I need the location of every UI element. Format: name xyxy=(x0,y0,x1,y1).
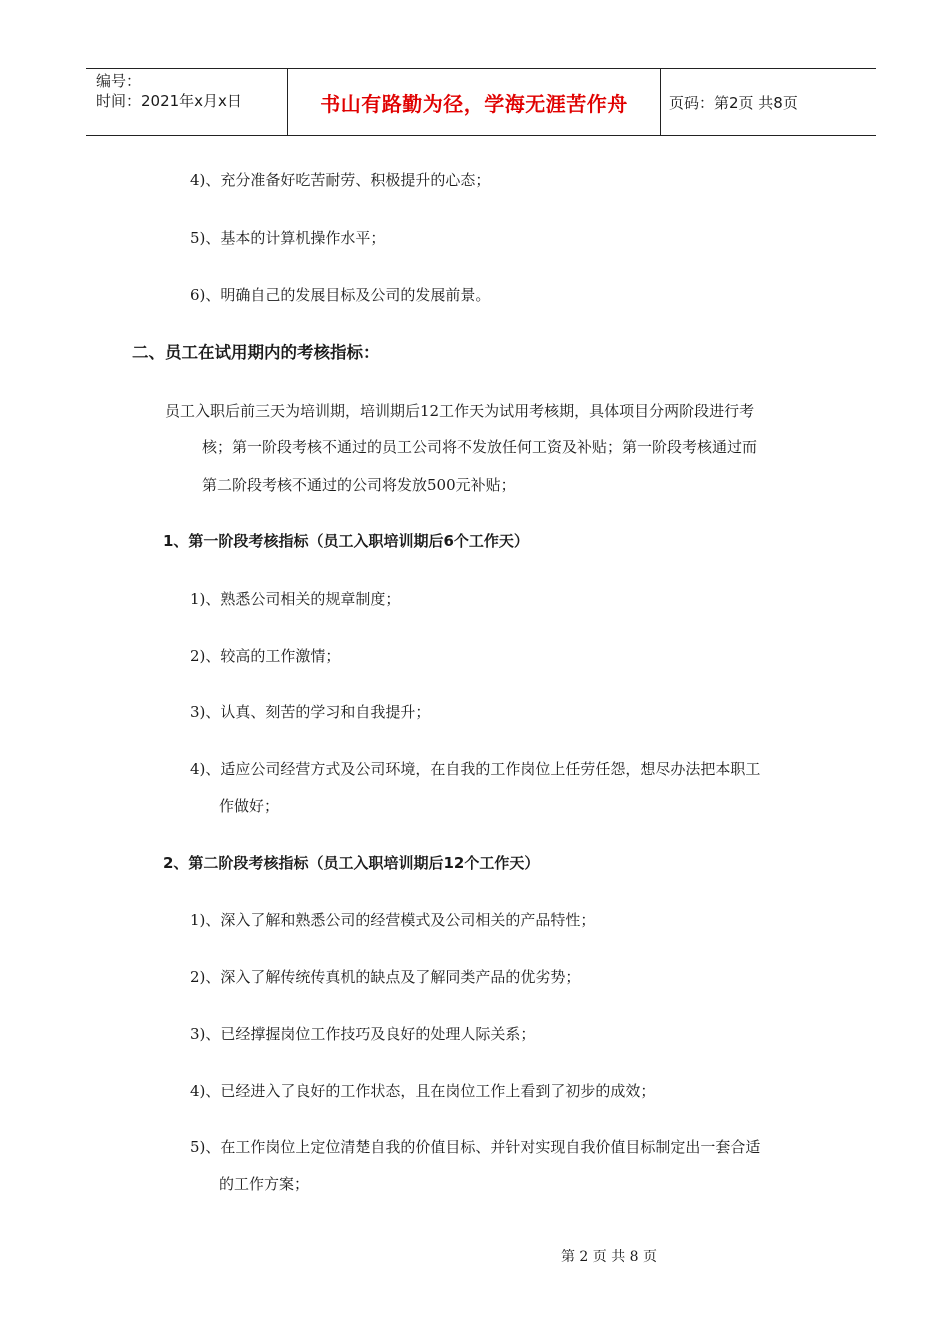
list-item: 5)、在工作岗位上定位清楚自我的价值目标、并针对实现自我价值目标制定出一套合适 xyxy=(190,1138,761,1156)
list-item: 2)、较高的工作激情； xyxy=(190,647,341,665)
list-item: 1)、深入了解和熟悉公司的经营模式及公司相关的产品特性； xyxy=(190,911,596,929)
list-item: 3)、认真、刻苦的学习和自我提升； xyxy=(190,703,431,721)
header-motto: 书山有路勤为径，学海无涯苦作舟 xyxy=(288,69,661,135)
list-item-continuation: 作做好； xyxy=(219,797,280,815)
list-item: 3)、已经撑握岗位工作技巧及良好的处理人际关系； xyxy=(190,1025,536,1043)
list-item-continuation: 的工作方案； xyxy=(219,1175,310,1193)
section-heading: 二、员工在试用期内的考核指标： xyxy=(132,343,380,362)
paragraph-line: 员工入职后前三天为培训期，培训期后12工作天为试用考核期，具体项目分两阶段进行考 xyxy=(165,402,755,420)
header-info xyxy=(86,69,288,135)
list-item: 6)、明确自己的发展目标及公司的发展前景。 xyxy=(190,286,491,304)
list-item: 4)、充分准备好吃苦耐劳、积极提升的心态； xyxy=(190,171,491,189)
subsection-heading: 1、第一阶段考核指标（员工入职培训期后6个工作天） xyxy=(163,532,529,550)
list-item: 1)、熟悉公司相关的规章制度； xyxy=(190,590,401,608)
list-item: 2)、深入了解传统传真机的缺点及了解同类产品的优劣势； xyxy=(190,968,581,986)
list-item: 5)、基本的计算机操作水平； xyxy=(190,229,386,247)
header-page-number: 页码：第2页 共8页 xyxy=(669,93,798,112)
list-item: 4)、适应公司经营方式及公司环境，在自我的工作岗位上任劳任怨，想尽办法把本职工 xyxy=(190,760,761,778)
document-number-label: 编号： xyxy=(96,72,142,90)
document-time-label: 时间：2021年x月x日 xyxy=(96,92,242,110)
page-footer xyxy=(0,1246,950,1266)
paragraph-line: 第二阶段考核不通过的公司将发放500元补贴； xyxy=(202,476,516,494)
subsection-heading: 2、第二阶段考核指标（员工入职培训期后12个工作天） xyxy=(163,854,540,872)
page-header xyxy=(86,68,876,136)
list-item: 4)、已经进入了良好的工作状态，且在岗位工作上看到了初步的成效； xyxy=(190,1082,656,1100)
paragraph-line: 核；第一阶段考核不通过的员工公司将不发放任何工资及补贴；第一阶段考核通过而 xyxy=(202,438,758,456)
footer-page-number: 第 2 页 共 8 页 xyxy=(560,1249,658,1265)
